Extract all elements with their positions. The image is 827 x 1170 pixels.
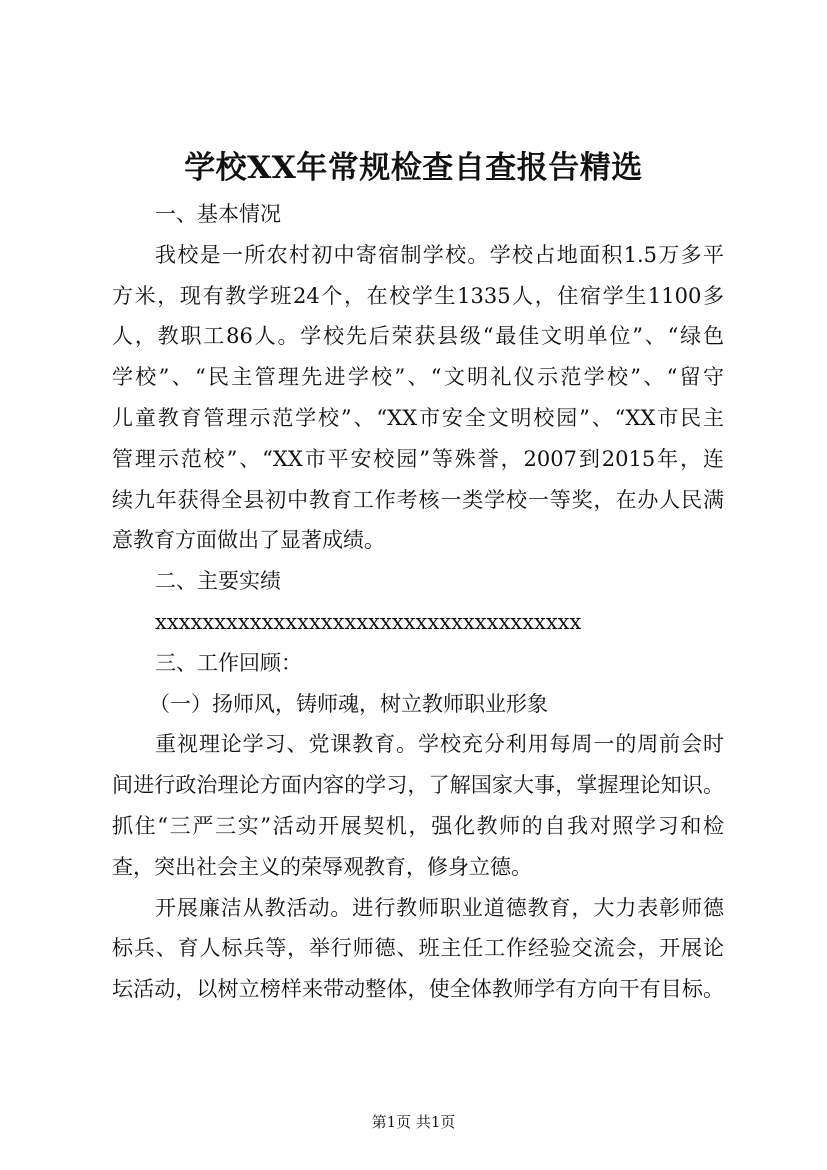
paragraph-line: 学校”、“民主管理先进学校”、“文明礼仪示范学校”、“留守: [112, 365, 724, 390]
section-heading-main-achievements: 二、主要实绩: [155, 569, 281, 594]
paragraph-line: 抓住“三严三实”活动开展契机，强化教师的自我对照学习和检: [112, 813, 724, 838]
paragraph-line: 方米，现有教学班24个，在校学生1335人，住宿学生1100多: [112, 283, 724, 308]
subsection-heading: （一）扬师风，铸师魂，树立教师职业形象: [149, 691, 548, 716]
paragraph-line: 我校是一所农村初中寄宿制学校。学校占地面积1.5万多平: [155, 242, 724, 267]
paragraph-line: 人，教职工86人。学校先后荣获县级“最佳文明单位”、“绿色: [112, 324, 724, 349]
document-title: 学校XX年常规检查自查报告精选: [184, 150, 643, 186]
section-heading-work-review: 三、工作回顾：: [155, 650, 302, 675]
section-heading-basic-info: 一、基本情况: [155, 202, 281, 226]
paragraph-line: 间进行政治理论方面内容的学习，了解国家大事，掌握理论知识。: [112, 773, 724, 798]
paragraph-line: 标兵、育人标兵等，举行师德、班主任工作经验交流会，开展论: [112, 936, 724, 961]
paragraph-line: 开展廉洁从教活动。进行教师职业道德教育，大力表彰师德: [155, 895, 724, 920]
paragraph-line: 坛活动，以树立榜样来带动整体，使全体教师学有方向干有目标。: [112, 977, 724, 1002]
placeholder-text-line: xxxxxxxxxxxxxxxxxxxxxxxxxxxxxxxxxxxx: [155, 609, 582, 634]
paragraph-line: 查，突出社会主义的荣辱观教育，修身立德。: [112, 854, 532, 879]
paragraph-line: 意教育方面做出了显著成绩。: [112, 528, 385, 553]
page-number-footer: 第1页 共1页: [371, 1113, 456, 1131]
paragraph-line: 续九年获得全县初中教育工作考核一类学校一等奖，在办人民满: [112, 487, 724, 512]
document-body: [112, 194, 724, 1010]
paragraph-line: 管理示范校”、“XX市平安校园”等殊誉，2007到2015年，连: [112, 446, 724, 471]
paragraph-line: 重视理论学习、党课教育。学校充分利用每周一的周前会时: [155, 732, 724, 757]
paragraph-line: 儿童教育管理示范学校”、“XX市安全文明校园”、“XX市民主: [112, 405, 724, 430]
